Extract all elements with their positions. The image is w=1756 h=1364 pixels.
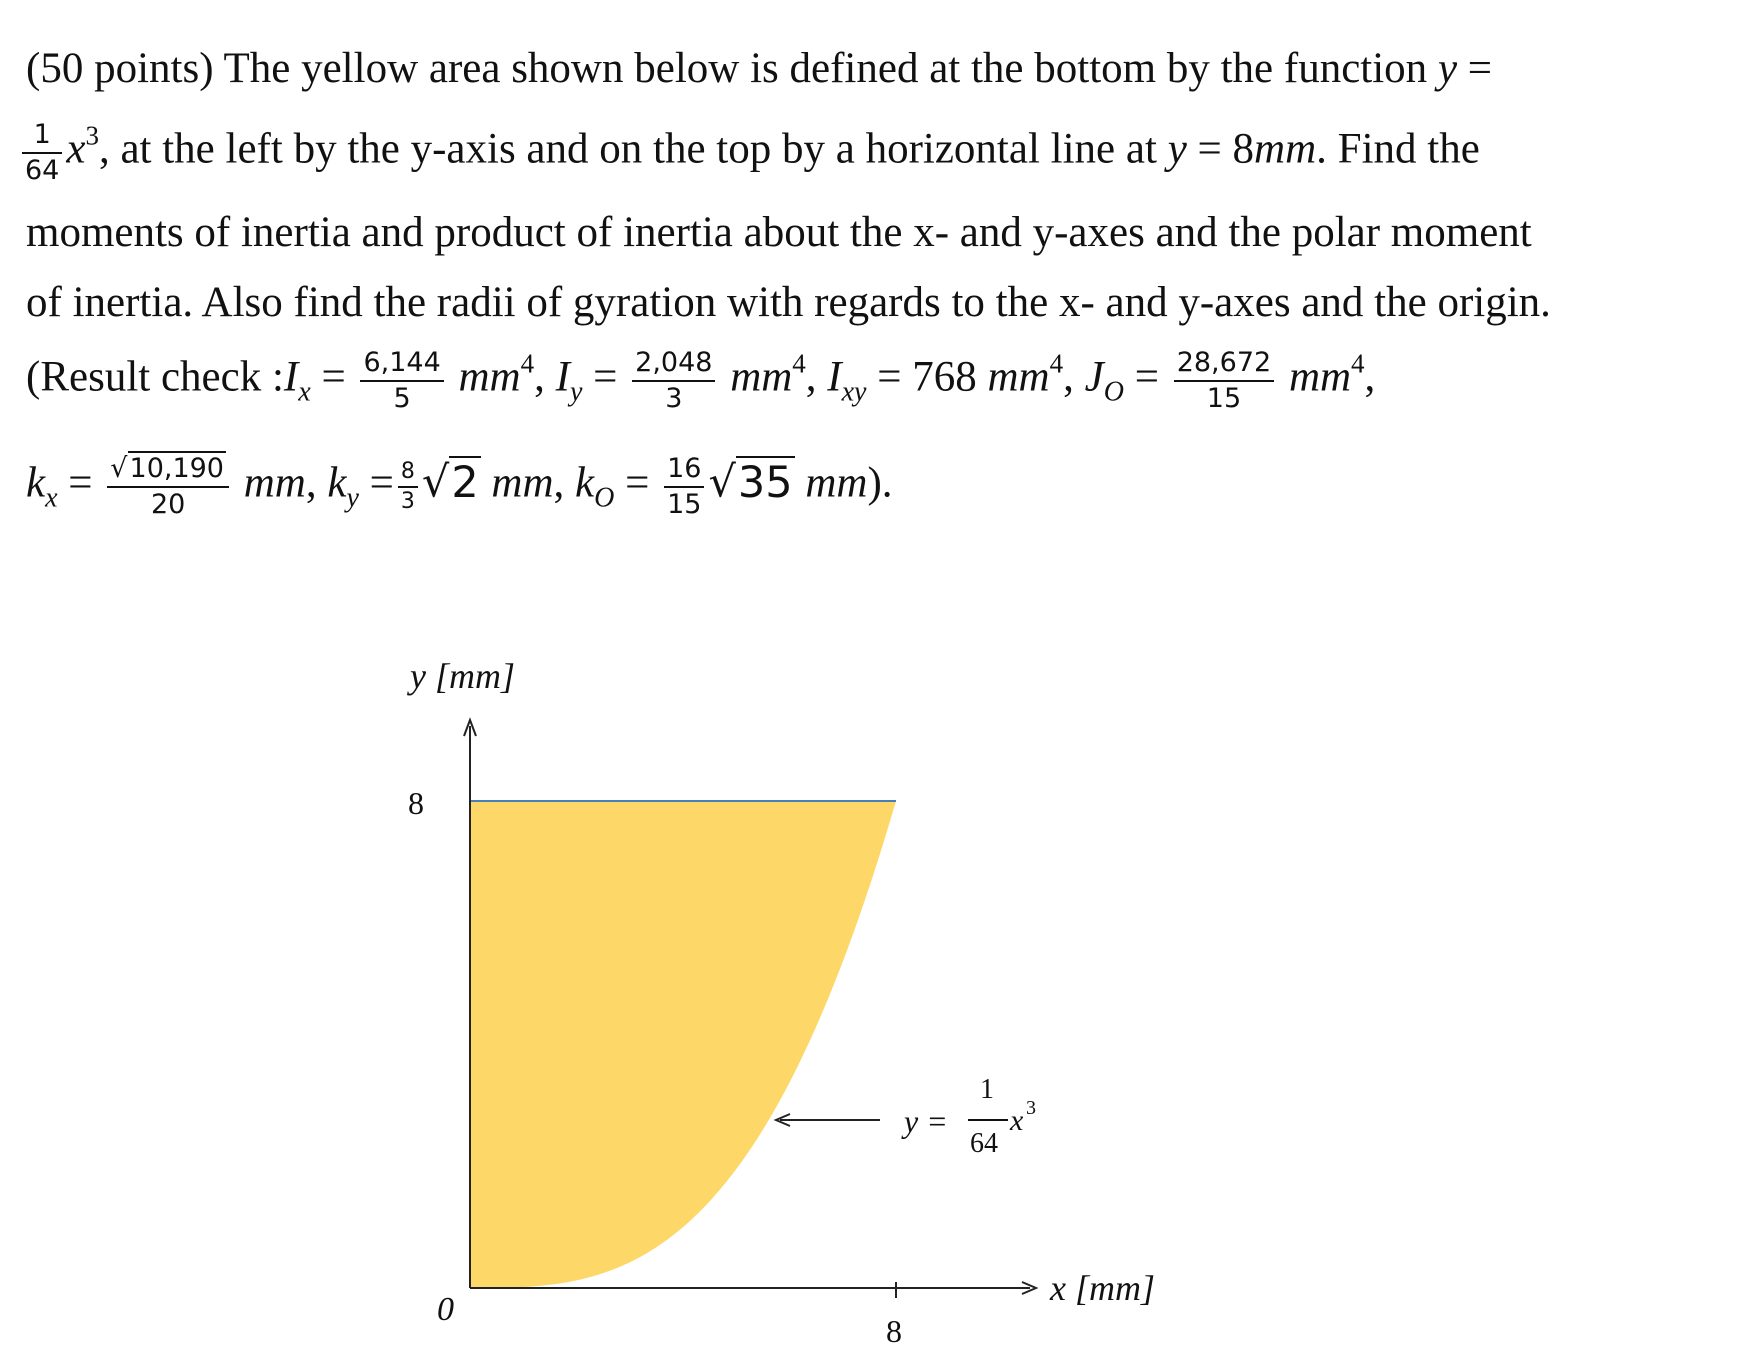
- ko-sqrt: √35: [708, 457, 793, 508]
- origin-label: 0: [437, 1291, 454, 1328]
- unit-mm: mm: [987, 353, 1050, 401]
- Ix-subscript: x: [298, 376, 311, 408]
- y-tick-label-8: 8: [408, 785, 424, 821]
- Ixy-subscript: xy: [841, 376, 867, 408]
- result-check-line: (Result check $:I_x$ = $\frac{6,144}{5}$ $mm^4$, $I_y$ = $\frac{2,048}{3}$ $mm^4$, $I_{xy} = 768$ $mm^4$, $J_O$ = $\frac{28,672}{15}$ $mm^4$,: [26, 347, 1376, 414]
- curve-label-exponent: 3: [1026, 1097, 1036, 1119]
- ko-numerator: 16: [664, 452, 704, 488]
- ko-symbol: k: [575, 459, 595, 507]
- unit-mm: mm: [805, 459, 868, 507]
- ky-sqrt: √2: [421, 457, 479, 508]
- Ixy-symbol: I: [827, 353, 842, 401]
- ky-subscript: y: [346, 482, 359, 514]
- kx-numerator: √10,190: [107, 452, 229, 488]
- kx-subscript: x: [45, 482, 58, 514]
- Iy-numerator: 2,048: [632, 346, 715, 382]
- yellow-area: [470, 801, 896, 1288]
- unit-exponent: 4: [1049, 348, 1064, 379]
- kx-symbol: k: [26, 459, 46, 507]
- ko-radicand: 35: [737, 457, 793, 508]
- curve-label-lhs: y =: [904, 1103, 948, 1139]
- value-8: = 8: [1197, 125, 1255, 173]
- x-axis-label: x [mm]: [1050, 1268, 1155, 1308]
- Iy-symbol: I: [555, 353, 570, 401]
- ko-denominator: 15: [667, 488, 702, 520]
- var-y: y: [1167, 125, 1187, 173]
- Ix-symbol: I: [283, 353, 299, 401]
- curve-label-numerator: 1: [980, 1074, 994, 1105]
- x-tick-label-8: 8: [886, 1313, 902, 1349]
- var-y: y: [1437, 45, 1458, 92]
- equals-sign: =: [877, 353, 902, 401]
- Iy-subscript: y: [569, 376, 583, 408]
- equals-sign: =: [321, 353, 346, 401]
- kx-denominator: 20: [150, 488, 186, 520]
- ky-denominator: 3: [400, 488, 415, 514]
- Ixy-value: 768: [912, 353, 977, 401]
- equals-sign: =: [593, 353, 618, 401]
- unit-mm: mm: [730, 353, 793, 401]
- unit-mm: mm: [1288, 353, 1352, 401]
- ko-subscript: O: [594, 482, 615, 514]
- Ix-numerator: 6,144: [360, 346, 443, 382]
- equals-sign: =: [369, 459, 394, 507]
- curve-label-x: x: [1010, 1104, 1024, 1137]
- result-end: ).: [867, 459, 893, 507]
- var-x: x: [66, 125, 86, 173]
- unit-mm: mm: [1254, 125, 1317, 173]
- unit-exponent: 4: [520, 348, 535, 379]
- equals-sign: =: [1467, 45, 1493, 92]
- Iy-denominator: 3: [665, 382, 683, 414]
- unit-exponent: 4: [792, 348, 806, 379]
- curve-label-denominator: 64: [970, 1128, 998, 1159]
- Jo-subscript: O: [1103, 376, 1124, 408]
- unit-exponent: 4: [1351, 348, 1365, 379]
- unit-mm: mm: [243, 459, 306, 507]
- equals-sign: =: [68, 459, 93, 507]
- ky-numerator: 8: [398, 458, 418, 488]
- fraction-denominator: 64: [25, 154, 60, 186]
- problem-text-3: moments of inertia and product of inertia about the x- and y-axes and the polar moment: [26, 209, 1532, 256]
- Jo-symbol: J: [1084, 353, 1104, 401]
- equals-sign: =: [625, 459, 650, 507]
- Ix-denominator: 5: [393, 382, 411, 414]
- y-axis-label: y [mm]: [410, 656, 515, 696]
- exponent-3: 3: [85, 120, 99, 151]
- unit-mm: mm: [491, 459, 554, 507]
- radii-line: $k_x$ = $\frac{√10,190}{20}$ mm, $k_y$ = $\frac{8}{3}$ √2 mm, $k_O$ = $\frac{16}{15}$ √35 mm).: [26, 453, 893, 520]
- ky-symbol: k: [327, 459, 347, 507]
- ky-radicand: 2: [451, 457, 479, 508]
- result-prefix: (Result check :: [26, 353, 284, 401]
- fraction-numerator: 1: [22, 118, 62, 154]
- equals-sign: =: [1134, 353, 1159, 401]
- problem-text-1: (50 points) The yellow area shown below is defined at the bottom by the function: [26, 45, 1428, 92]
- Jo-numerator: 28,672: [1174, 346, 1274, 382]
- unit-mm: mm: [458, 353, 521, 401]
- problem-text-2: , at the left by the y-axis and on the top by a horizontal line at: [98, 125, 1157, 173]
- problem-text-4: of inertia. Also find the radii of gyration with regards to the x- and y-axes and the origin.: [26, 279, 1551, 326]
- kx-radicand: 10,190: [129, 453, 224, 484]
- Jo-denominator: 15: [1206, 382, 1242, 414]
- problem-text-2-end: . Find the: [1316, 125, 1480, 173]
